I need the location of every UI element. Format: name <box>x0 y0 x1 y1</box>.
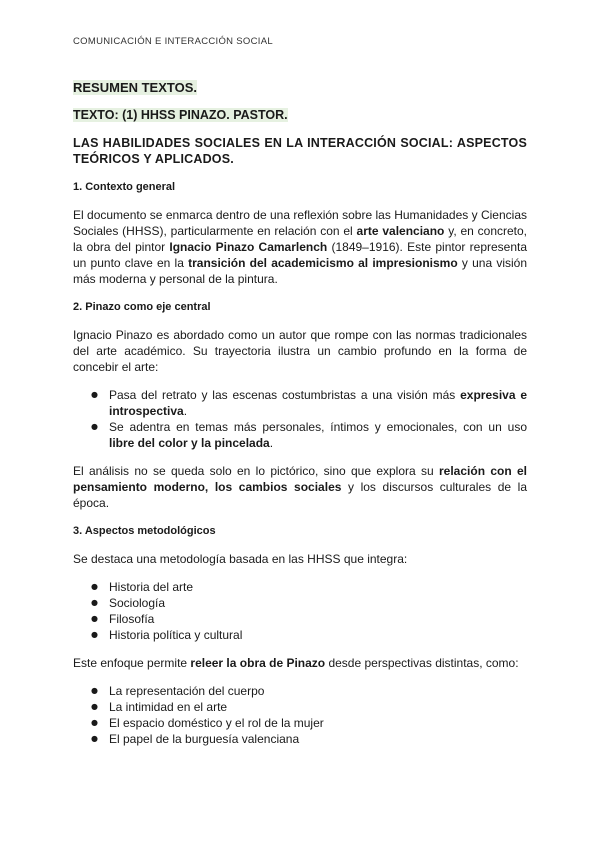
page-header: COMUNICACIÓN E INTERACCIÓN SOCIAL <box>73 36 273 47</box>
list-item: ● La intimidad en el arte <box>109 699 527 715</box>
section-2-intro: Ignacio Pinazo es abordado como un autor que rompe con las normas tradicionales del arte académico. Su trayectoria ilustra un cambio profundo en la forma de concebir el arte: <box>73 328 527 374</box>
section-2-heading: 2. Pinazo como eje central <box>73 301 211 313</box>
texto-title: TEXTO: (1) HHSS PINAZO. PASTOR. <box>73 108 288 122</box>
list-item: ● La representación del cuerpo <box>109 683 527 699</box>
section-3-paragraph: Este enfoque permite releer la obra de Pinazo desde perspectivas distintas, como: <box>73 656 519 670</box>
section-3-heading: 3. Aspectos metodológicos <box>73 525 216 537</box>
section-2-paragraph: El análisis no se queda solo en lo pictórico, sino que explora su relación con el pensamiento moderno, los cambios sociales y los discursos culturales de la época. <box>73 464 527 510</box>
section-3-list-disciplines <box>73 579 527 643</box>
list-item: ● El papel de la burguesía valenciana <box>109 731 527 747</box>
resumen-title: RESUMEN TEXTOS. <box>73 80 198 95</box>
section-3-intro: Se destaca una metodología basada en las HHSS que integra: <box>73 552 408 566</box>
list-item: ● El espacio doméstico y el rol de la mujer <box>109 715 527 731</box>
list-item: ● Historia del arte <box>109 579 527 595</box>
section-1-heading: 1. Contexto general <box>73 181 176 193</box>
list-item: ● Pasa del retrato y las escenas costumbristas a una visión más expresiva e introspectiva. <box>109 387 527 419</box>
section-2-list <box>73 387 527 451</box>
list-item: ● Se adentra en temas más personales, íntimos y emocionales, con un uso libre del color y la pincelada. <box>109 419 527 451</box>
section-3-list-perspectives <box>73 683 527 747</box>
list-item: ● Sociología <box>109 595 527 611</box>
section-1-paragraph: El documento se enmarca dentro de una reflexión sobre las Humanidades y Ciencias Sociales (HHSS), particularmente en relación con el arte valenciano y, en concreto, la obra del pintor Ignacio Pinazo Camarlench (1849–1916). Este pintor representa un punto clave en la transición del academicismo al impresionismo y una visión más moderna y personal de la pintura. <box>73 208 528 286</box>
list-item: ● Filosofía <box>109 611 527 627</box>
main-title: LAS HABILIDADES SOCIALES EN LA INTERACCIÓN SOCIAL: ASPECTOS TEÓRICOS Y APLICADOS. <box>73 136 527 166</box>
document-body <box>73 80 527 759</box>
list-item: ● Historia política y cultural <box>109 627 527 643</box>
